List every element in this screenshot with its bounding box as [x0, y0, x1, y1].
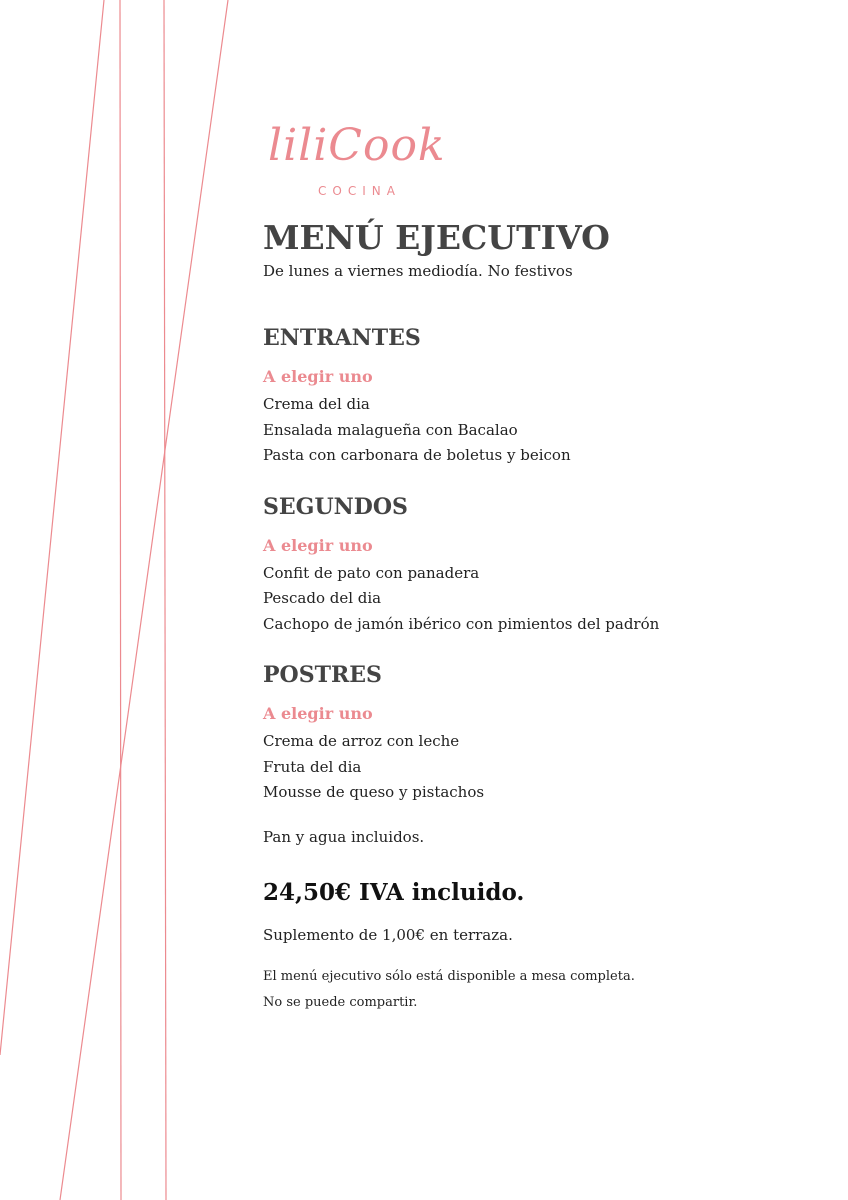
- sharing-note: No se puede compartir.: [263, 994, 418, 1010]
- availability-note: El menú ejecutivo sólo está disponible a mesa completa.: [263, 968, 635, 984]
- section-entrantes: [263, 324, 823, 469]
- menu-item: Pescado del dia: [263, 589, 382, 607]
- menu-item: Crema del dia: [263, 395, 370, 413]
- terrace-supplement: Suplemento de 1,00€ en terraza.: [263, 925, 513, 944]
- logo-subtitle: COCINA: [318, 184, 401, 198]
- menu-item: Ensalada malagueña con Bacalao: [263, 420, 518, 439]
- deco-line-4: [60, 0, 228, 1200]
- menu-item: Pasta con carbonara de boletus y beicon: [263, 446, 571, 464]
- included-note: Pan y agua incluidos.: [263, 827, 425, 846]
- choose-label-segundos: A elegir uno: [263, 535, 373, 555]
- menu-item: Confit de pato con panadera: [263, 563, 480, 582]
- section-postres: [263, 661, 823, 806]
- deco-line-1: [0, 0, 104, 1055]
- section-title-postres: POSTRES: [263, 662, 382, 688]
- choose-label-postres: A elegir uno: [263, 704, 373, 723]
- section-segundos: [263, 493, 823, 638]
- page-title: MENÚ EJECUTIVO: [263, 218, 610, 257]
- menu-content: [263, 218, 823, 1016]
- section-title-segundos: SEGUNDOS: [263, 493, 408, 520]
- section-title-entrantes: ENTRANTES: [263, 325, 421, 351]
- menu-item: Mousse de queso y pistachos: [263, 783, 485, 801]
- logo-script: liliCook: [268, 120, 446, 171]
- menu-item: Crema de arroz con leche: [263, 732, 460, 750]
- menu-subtitle: De lunes a viernes mediodía. No festivos: [263, 262, 573, 280]
- choose-label-entrantes: A elegir uno: [263, 367, 373, 386]
- deco-line-3: [164, 0, 166, 1200]
- price: 24,50€ IVA incluido.: [263, 878, 525, 906]
- menu-item: Fruta del dia: [263, 757, 362, 776]
- menu-item: Cachopo de jamón ibérico con pimientos del padrón: [263, 614, 660, 633]
- deco-line-2: [120, 0, 121, 1200]
- logo: [268, 118, 458, 204]
